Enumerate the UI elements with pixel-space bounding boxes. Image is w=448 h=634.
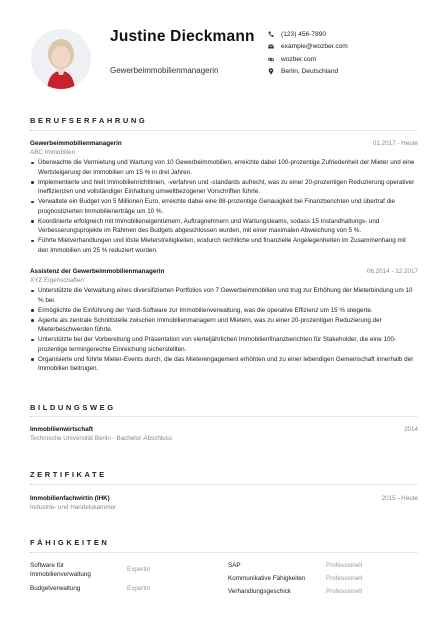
skill-level: Professionell <box>326 575 363 582</box>
contact-website-text[interactable]: wozber.com <box>281 55 317 63</box>
job-bullet: Überwachte die Vermietung und Wartung von 10 Gewerbeimmobilien, erreichte dabei 100-prozentige Zufriedenheit der Mieter und eine Wertsteigerung der Immobilien um 15 % in drei Jahren. <box>30 158 418 177</box>
skill-name: Software für Immobilienverwaltung <box>30 562 91 578</box>
education-date: 2014 <box>403 426 418 433</box>
job-title: Gewerbeimmobilienmanagerin <box>30 140 122 147</box>
contact-phone-text: (123) 456-7890 <box>281 30 327 38</box>
skill-level: Professionell <box>326 588 363 595</box>
contact-list <box>268 28 438 78</box>
job-date: 06.2014 - 12.2017 <box>366 268 418 275</box>
skill-level: Professionell <box>326 562 363 569</box>
job-bullet: Verwaltete ein Budget von 5 Millionen Euro, erreichte dabei eine 98-prozentige Genauigkeit bei Finanzberichten und übertraf die prognostizierten Immobilienerträge um 10 %. <box>30 197 418 216</box>
certificate-entry <box>30 495 418 511</box>
link-icon <box>268 56 274 63</box>
candidate-role: Gewerbeimmobilienmanagerin <box>110 66 219 75</box>
job-bullet: Organisierte und führte Mieter-Events durch, die das Mieterengagement erhöhten und zu einer lebendigen Gemeinschaft innerhalb der Immobilien beitrugen. <box>30 355 418 374</box>
job-bullet: Führte Mietverhandlungen und löste Mieterstreitigkeiten, wodurch rechtliche und finanzielle Angelegenheiten im Zusammenhang mit den Immobilien um 25 % reduziert wurden. <box>30 236 418 255</box>
contact-phone <box>268 28 438 40</box>
skill-name: SAP <box>228 562 241 569</box>
skill-name: Kommunikative Fähigkeiten <box>228 575 306 582</box>
section-divider <box>30 484 418 485</box>
certificate-title: Immobilienfachwirtin (IHK) <box>30 495 110 502</box>
phone-icon <box>268 31 274 38</box>
job-bullets <box>30 158 418 255</box>
certificate-date: 2015 - Heute <box>381 495 418 502</box>
job-company: XYZ Eigenschaften <box>30 277 84 284</box>
education-title: Immobilienwirtschaft <box>30 426 93 433</box>
section-title-experience: BERUFSERFAHRUNG <box>30 116 148 125</box>
job-bullet: Agierte als zentrale Schnittstelle zwischen Immobilienmanagern und Mietern, was zu einer 20-prozentigen Reduzierung der Mieterbeschwerden führte. <box>30 316 418 335</box>
section-title-certificates: ZERTIFIKATE <box>30 470 107 479</box>
education-entry <box>30 426 418 442</box>
job-title: Assistenz der Gewerbeimmobilienmanagerin <box>30 268 165 275</box>
job-company: ABC Immobilien <box>30 149 76 156</box>
job-bullet: Ermöglichte die Einführung der Yardi-Software zur Immobilienverwaltung, was die operative Effizienz um 15 % steigerte. <box>30 306 418 316</box>
job-bullet: Koordinierte erfolgreich mit Immobilieneigentümern, Auftragnehmern und Wartungsteams, sodass 15 Instandhaltungs- und Verbesserungsprojekte im Rahmen des Budgets abgeschlossen wurden, mit einer maximalen Abweichung von 5 %. <box>30 217 418 236</box>
job-entry <box>30 140 418 256</box>
skill-level: Expertin <box>127 566 151 573</box>
contact-location-text: Berlin, Deutschland <box>281 68 339 75</box>
portrait-image <box>31 29 91 89</box>
certificate-issuer: Industrie- und Handelskammer <box>30 504 117 511</box>
job-bullets <box>30 286 418 374</box>
job-bullet: Unterstützte die Verwaltung eines diversifizierten Portfolios von 7 Gewerbeimmobilien und trug zur Erhöhung der Mieterbindung um 10 % bei. <box>30 286 418 305</box>
contact-email-text[interactable]: example@wozber.com <box>281 43 348 50</box>
section-title-education: BILDUNGSWEG <box>30 403 116 412</box>
section-divider <box>30 552 418 553</box>
mail-icon <box>268 43 274 50</box>
skill-name: Budgetverwaltung <box>30 585 81 592</box>
education-school: Technische Universität Berlin - Bachelor-Abschluss <box>30 435 173 442</box>
section-divider <box>30 130 418 131</box>
job-bullet: Implementierte und hielt Immobilienrichtlinien, -verfahren und -standards aufrecht, was zu einer 20-prozentigen Reduzierung operativer Ineffizienzen und vollständiger Einhaltung umweltbezogener Vorschriften führte. <box>30 178 418 197</box>
job-date: 01.2017 - Heute <box>372 140 418 147</box>
job-entry <box>30 268 418 374</box>
section-divider <box>30 416 418 417</box>
section-title-skills: FÄHIGKEITEN <box>30 538 110 547</box>
skill-level: Expertin <box>127 585 151 592</box>
job-bullet: Unterstützte bei der Vorbereitung und Präsentation von vierteljährlichen Immobilienfinanzberichten für Stakeholder, die eine 100-prozentige termingerechte Einreichung sicherstellten. <box>30 335 418 354</box>
contact-website[interactable] <box>268 53 438 65</box>
candidate-name: Justine Dieckmann <box>110 28 255 45</box>
skill-name: Verhandlungsgeschick <box>228 588 292 595</box>
avatar <box>31 29 91 89</box>
contact-email[interactable] <box>268 41 438 53</box>
contact-location <box>268 66 438 78</box>
location-icon <box>268 68 274 75</box>
